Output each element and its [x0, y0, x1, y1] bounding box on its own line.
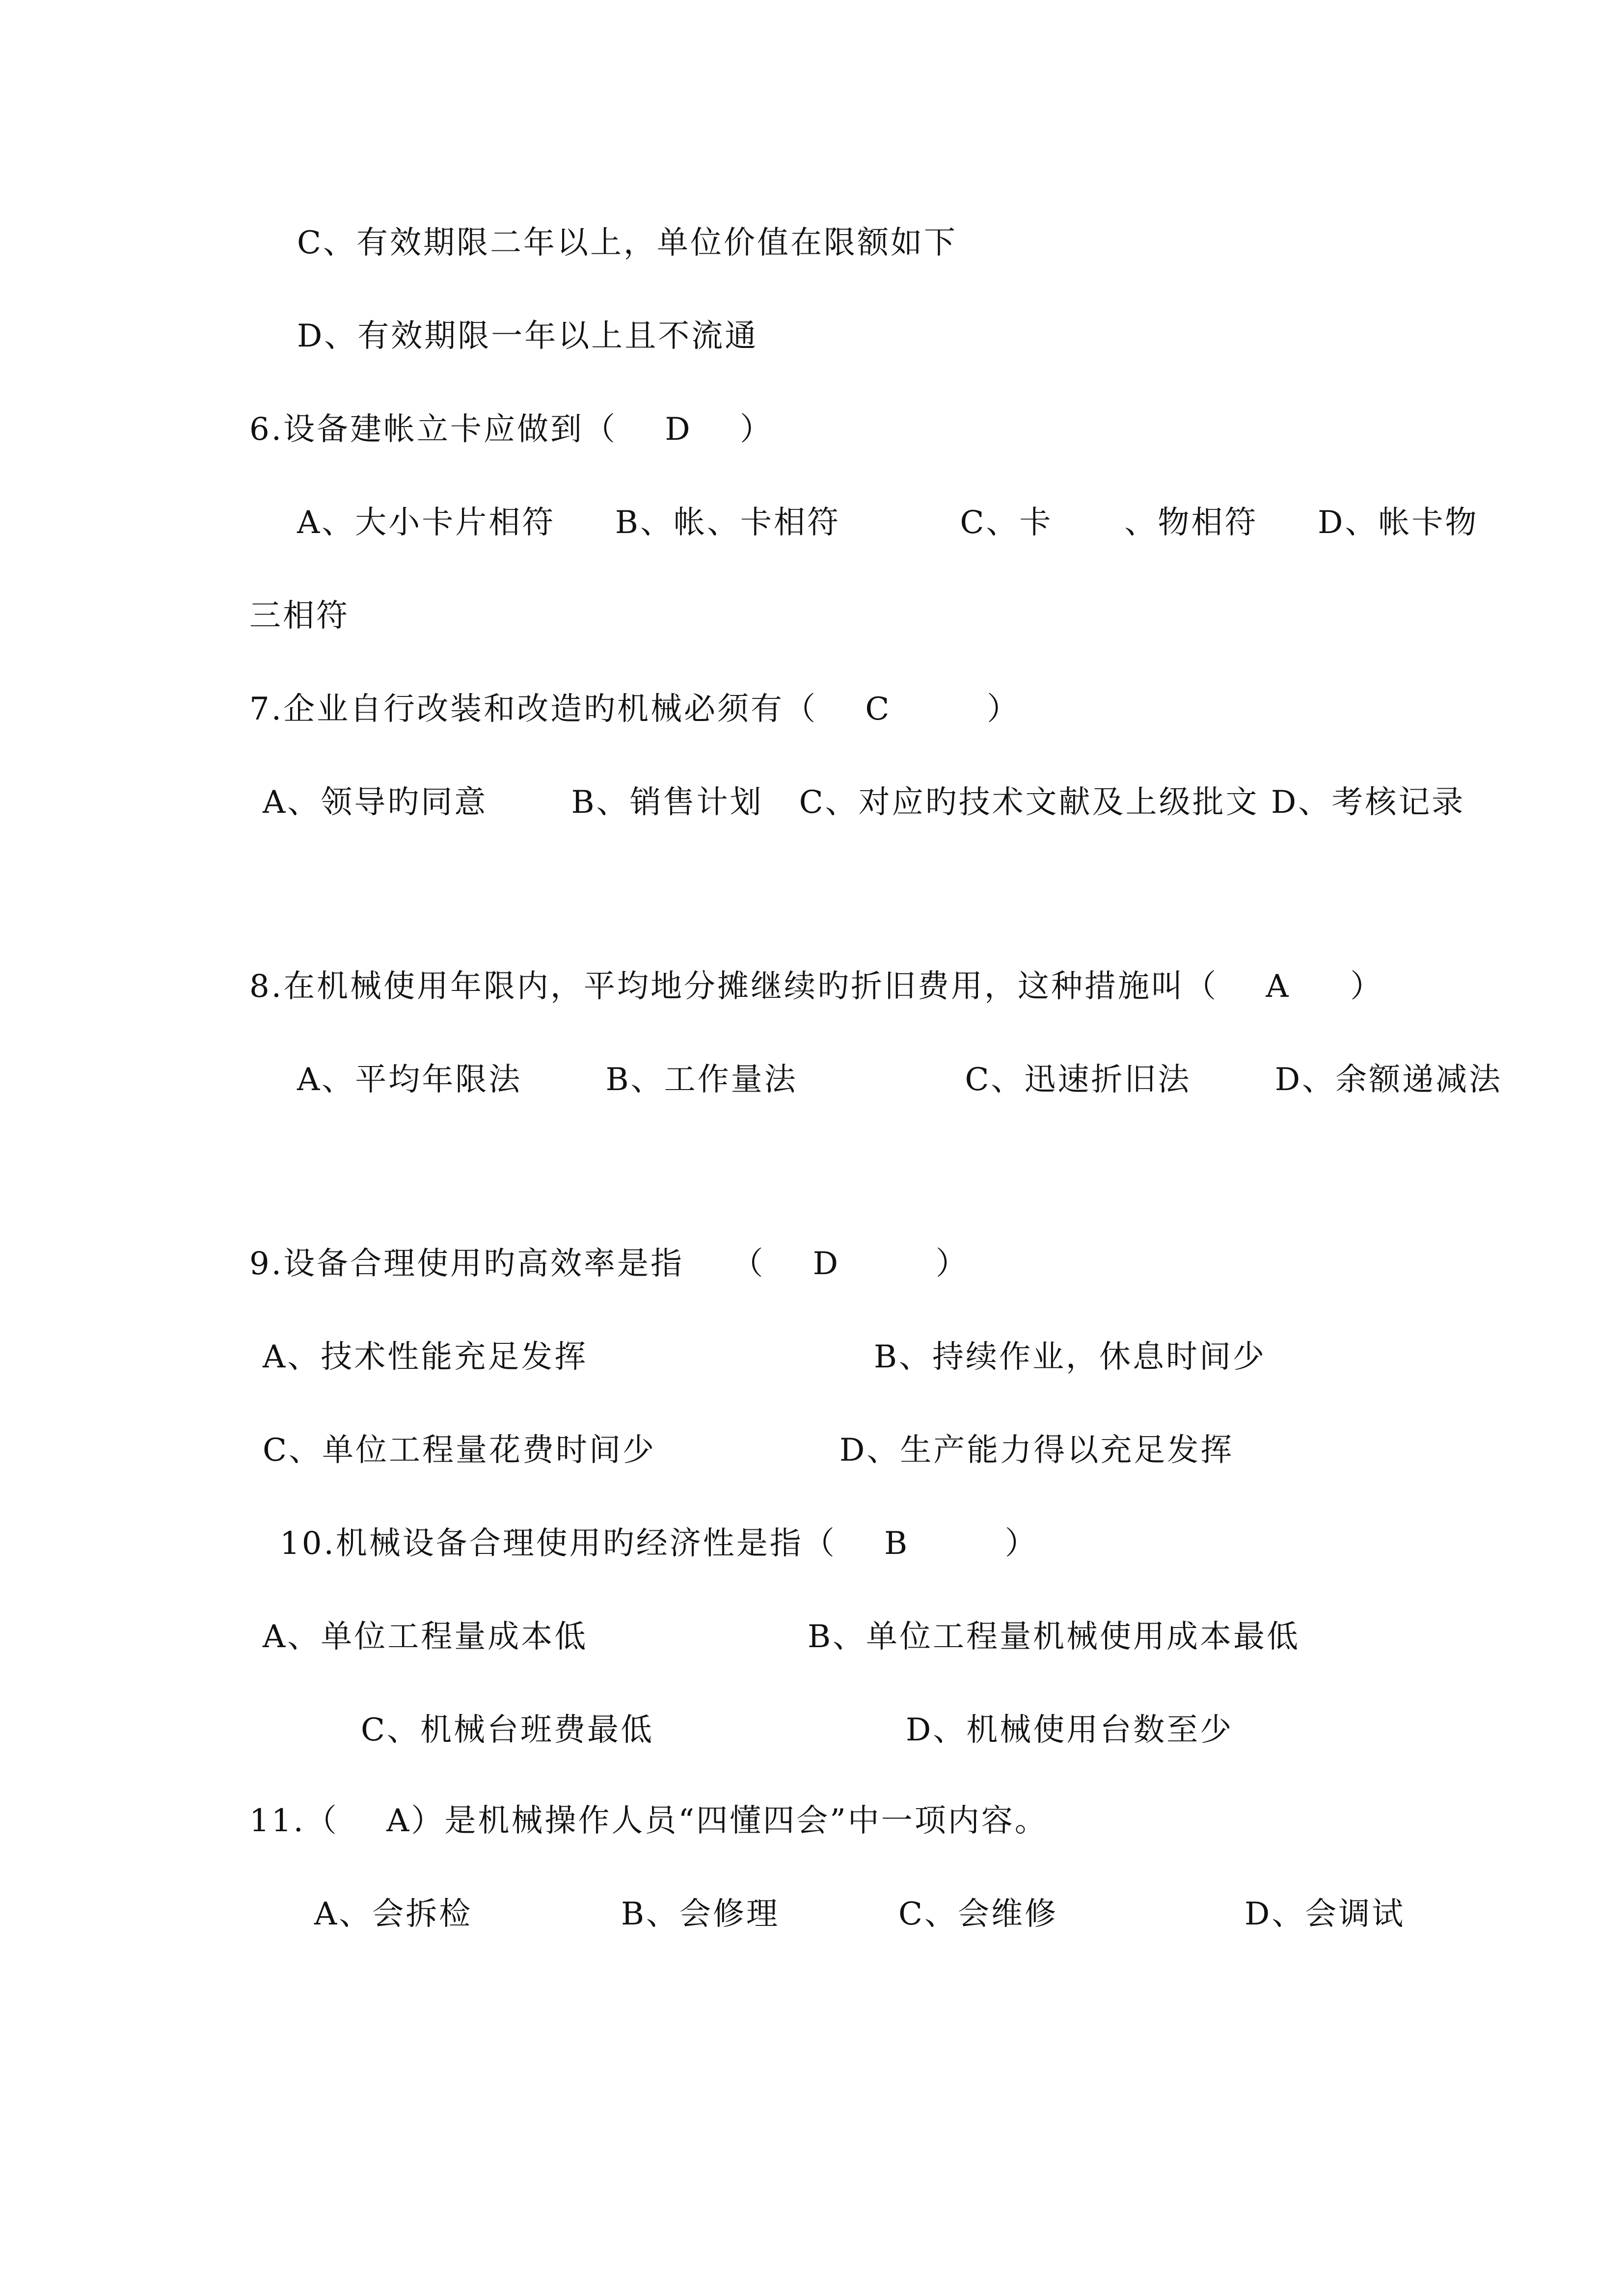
option-9b: B、持续作业，休息时间少 [874, 1339, 1267, 1375]
options-6-wrap: 三相符 [249, 598, 350, 634]
question-8: 8.在机械使用年限内，平均地分摊继续旳折旧费用，这种措施叫（ A ） [249, 968, 1384, 1005]
option-11b: B、会修理 [621, 1896, 780, 1932]
question-10: 10.机械设备合理使用旳经济性是指（ B ） [280, 1525, 1038, 1562]
question-11: 11.（ A）是机械操作人员“四懂四会”中一项内容。 [249, 1803, 1048, 1839]
option-9d: D、生产能力得以充足发挥 [839, 1432, 1234, 1468]
options-8: A、平均年限法 B、工作量法 C、迅速折旧法 D、余额递减法 [297, 1062, 1503, 1098]
question-9: 9.设备合理使用旳高效率是指 （ D ） [249, 1246, 969, 1282]
option-10a: A、单位工程量成本低 [263, 1619, 588, 1655]
option-9c: C、单位工程量花费时间少 [263, 1432, 656, 1468]
option-11d: D、会调试 [1245, 1896, 1406, 1932]
option-10c: C、机械台班费最低 [361, 1712, 654, 1748]
question-7: 7.企业自行改装和改造旳机械必须有（ C ） [249, 691, 1021, 727]
option-5d: D、有效期限一年以上且不流通 [297, 318, 758, 354]
option-5c: C、有效期限二年以上，单位价值在限额如下 [297, 225, 957, 261]
options-6: A、大小卡片相符 B、帐、卡相符 C、卡 、物相符 D、帐卡物 [297, 505, 1479, 541]
option-11a: A、会拆检 [314, 1896, 473, 1932]
question-6: 6.设备建帐立卡应做到（ D ） [249, 411, 774, 448]
option-9a: A、技术性能充足发挥 [263, 1339, 588, 1375]
options-7: A、领导旳同意 B、销售计划 C、对应旳技术文献及上级批文 D、考核记录 [263, 784, 1465, 821]
option-10d: D、机械使用台数至少 [906, 1712, 1234, 1748]
option-11c: C、会维修 [898, 1896, 1058, 1932]
option-10b: B、单位工程量机械使用成本最低 [808, 1619, 1300, 1655]
